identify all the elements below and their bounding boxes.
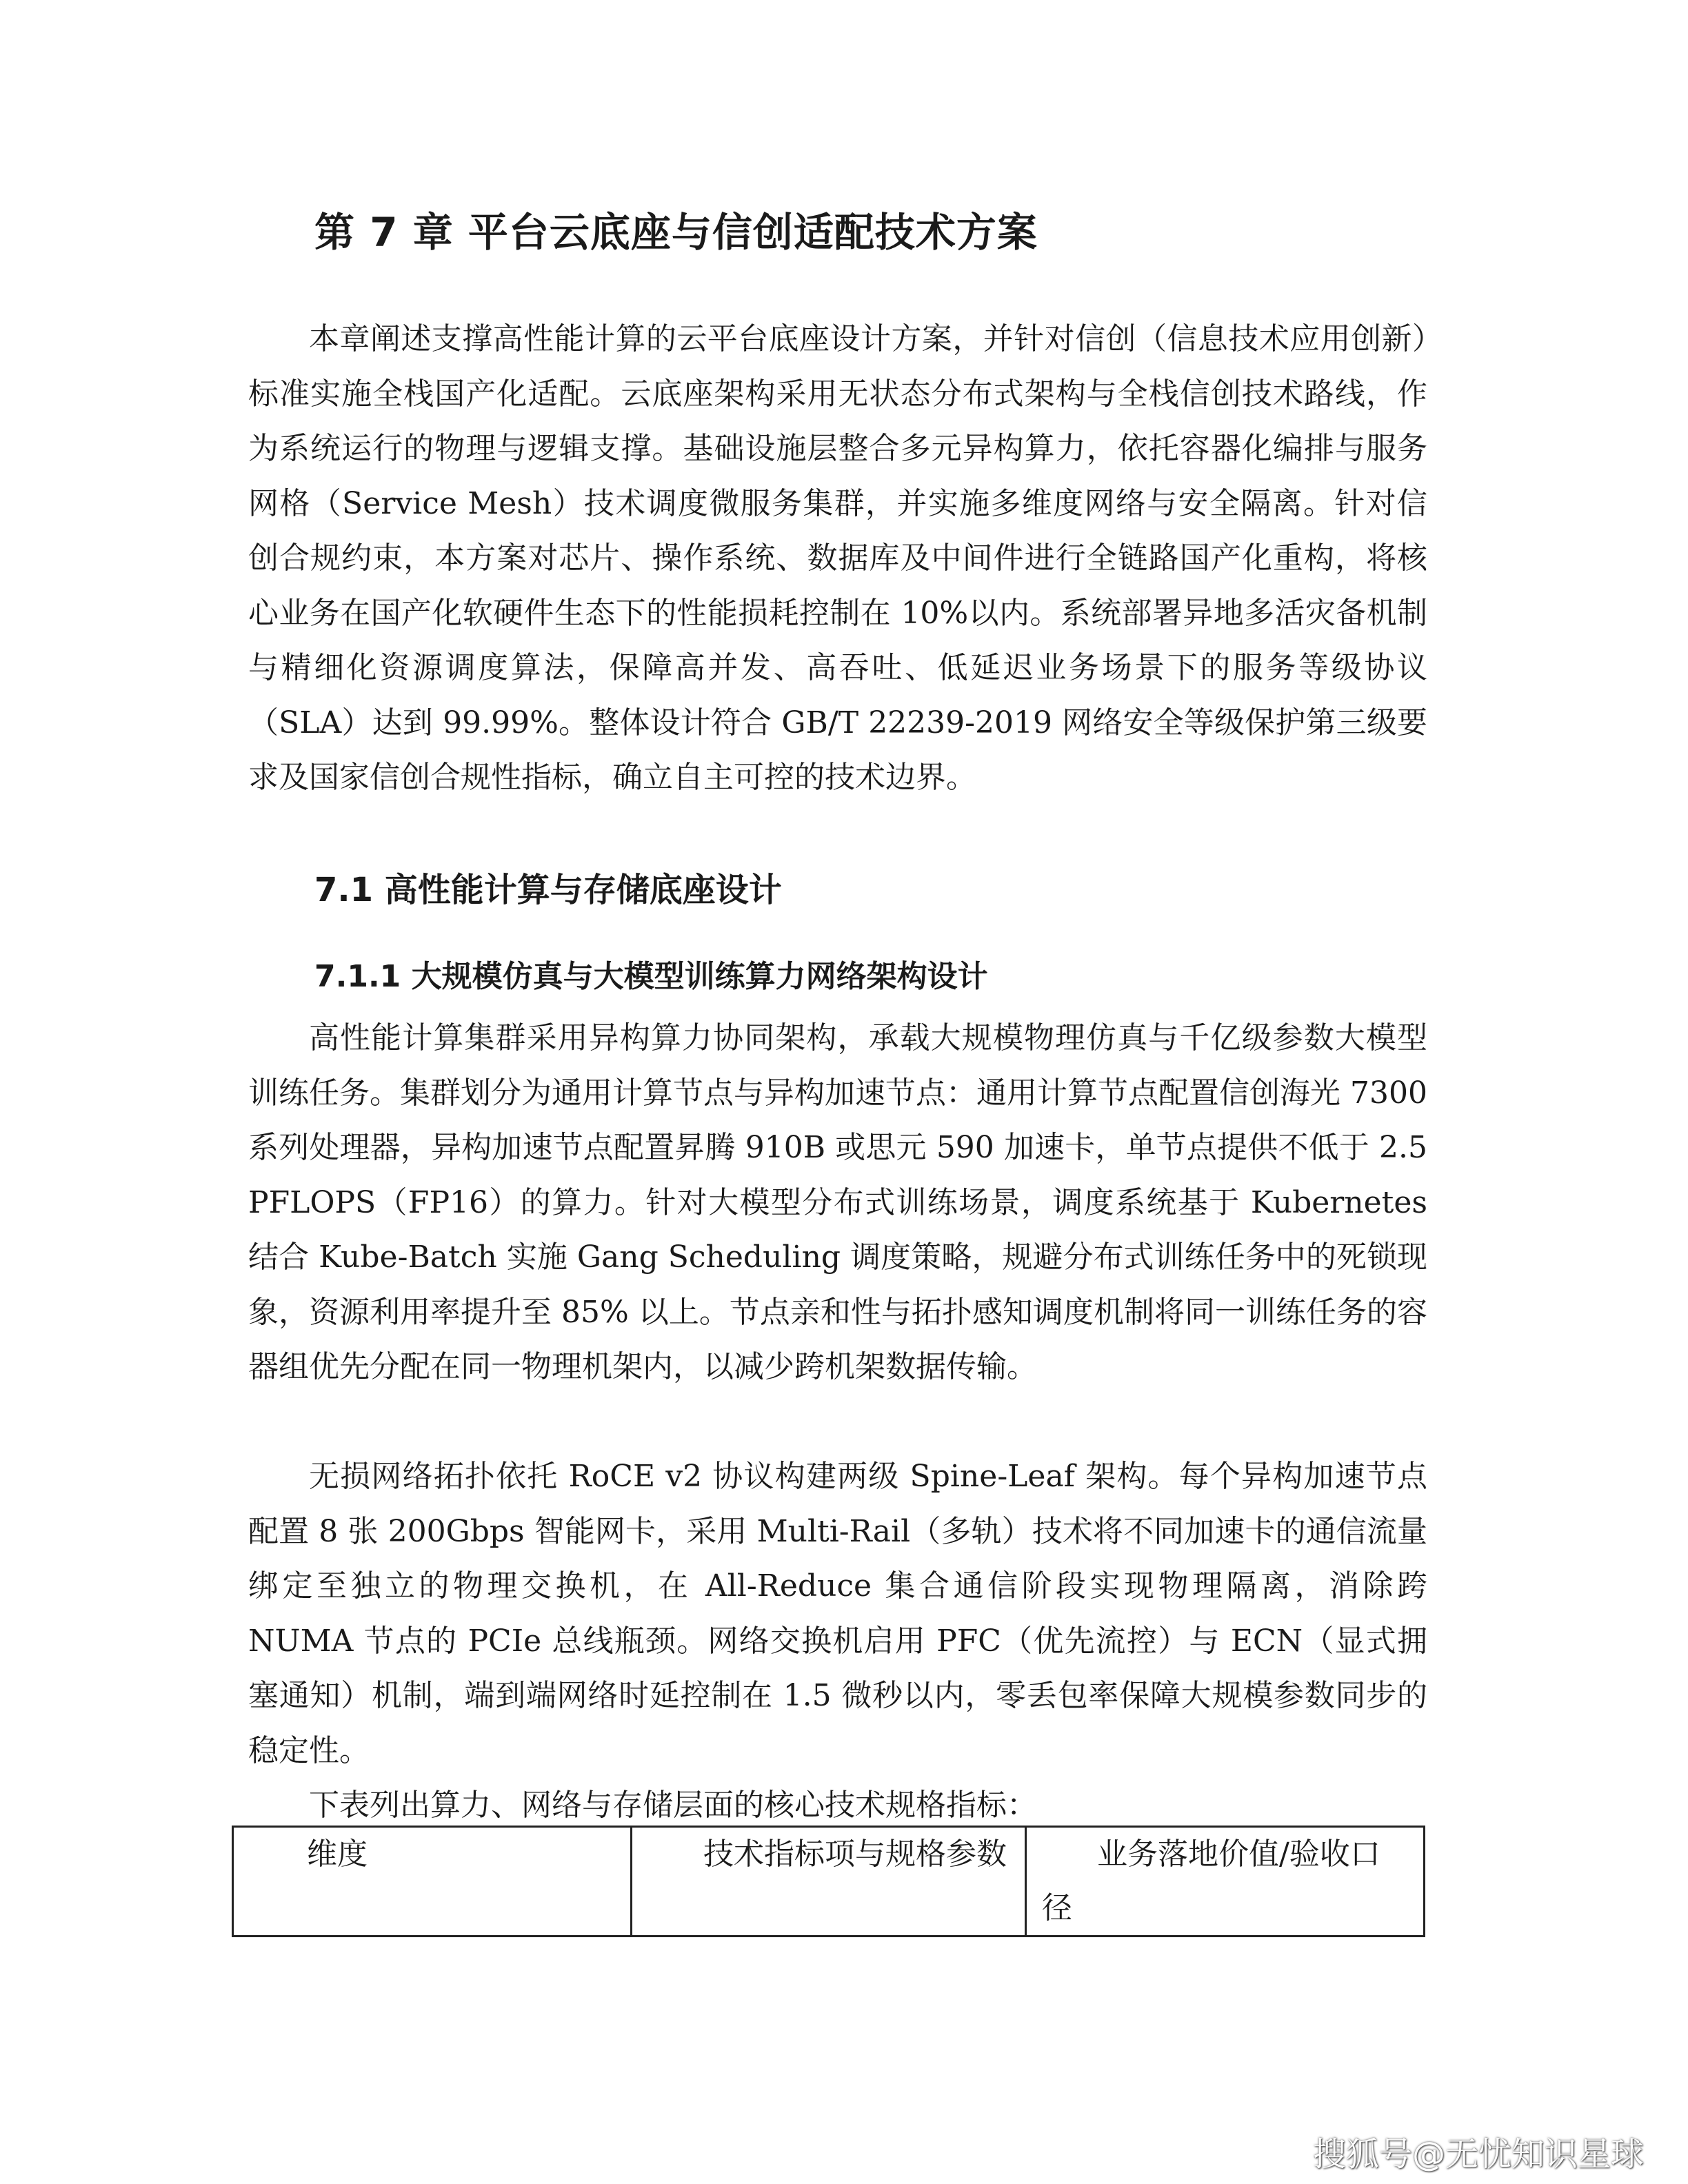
- intro-paragraph: 本章阐述支撑高性能计算的云平台底座设计方案，并针对信创（信息技术应用创新）标准实施全栈国产化适配。云底座架构采用无状态分布式架构与全栈信创技术路线，作为系统运行的物理与逻辑支撑。基础设施层整合多元异构算力，依托容器化编排与服务网格（Service Mesh）技术调度微服务集群，并实施多维度网络与安全隔离。针对信创合规约束，本方案对芯片、操作系统、数据库及中间件进行全链路国产化重构，将核心业务在国产化软硬件生态下的性能损耗控制在 10%以内。系统部署异地多活灾备机制与精细化资源调度算法，保障高并发、高吞吐、低延迟业务场景下的服务等级协议（SLA）达到 99.99%。整体设计符合 GB/T 22239-2019 网络安全等级保护第三级要求及国家信创合规性指标，确立自主可控的技术边界。: [248, 321, 1427, 795]
- section-7-1-title: 7.1 高性能计算与存储底座设计: [314, 871, 782, 909]
- spec-table: [232, 1826, 1425, 1937]
- table-header-value-line2: 径: [1042, 1890, 1072, 1925]
- body-paragraph-compute: 高性能计算集群采用异构算力协同架构，承载大规模物理仿真与千亿级参数大模型训练任务。集群划分为通用计算节点与异构加速节点：通用计算节点配置信创海光 7300 系列处理器，异构加速节点配置昇腾 910B 或思元 590 加速卡，单节点提供不低于 2.5 PFLOPS（FP16）的算力。针对大模型分布式训练场景，调度系统基于 Kubernetes 结合 Kube-Batch 实施 Gang Scheduling 调度策略，规避分布式训练任务中的死锁现象，资源利用率提升至 85% 以上。节点亲和性与拓扑感知调度机制将同一训练任务的容器组优先分配在同一物理机架内，以减少跨机架数据传输。: [248, 1020, 1427, 1384]
- table-header-value: [1026, 1827, 1425, 1937]
- watermark: 搜狐号@无忧知识星球: [1312, 2135, 1644, 2174]
- table-header-dimension: 维度: [233, 1827, 632, 1937]
- table-header-spec: 技术指标项与规格参数: [632, 1827, 1026, 1937]
- table-header-value-line1: 业务落地价值/验收口: [1097, 1837, 1380, 1872]
- table-intro-text: 下表列出算力、网络与存储层面的核心技术规格指标：: [309, 1788, 1037, 1823]
- chapter-title: 第 7 章 平台云底座与信创适配技术方案: [314, 209, 1038, 256]
- table-header-row: [233, 1827, 1425, 1937]
- section-7-1-1-title: 7.1.1 大规模仿真与大模型训练算力网络架构设计: [314, 959, 988, 994]
- body-paragraph-network: 无损网络拓扑依托 RoCE v2 协议构建两级 Spine-Leaf 架构。每个异构加速节点配置 8 张 200Gbps 智能网卡，采用 Multi-Rail（多轨）技术将不同加速卡的通信流量绑定至独立的物理交换机，在 All-Reduce 集合通信阶段实现物理隔离，消除跨 NUMA 节点的 PCIe 总线瓶颈。网络交换机启用 PFC（优先流控）与 ECN（显式拥塞通知）机制，端到端网络时延控制在 1.5 微秒以内，零丢包率保障大规模参数同步的稳定性。: [248, 1459, 1427, 1768]
